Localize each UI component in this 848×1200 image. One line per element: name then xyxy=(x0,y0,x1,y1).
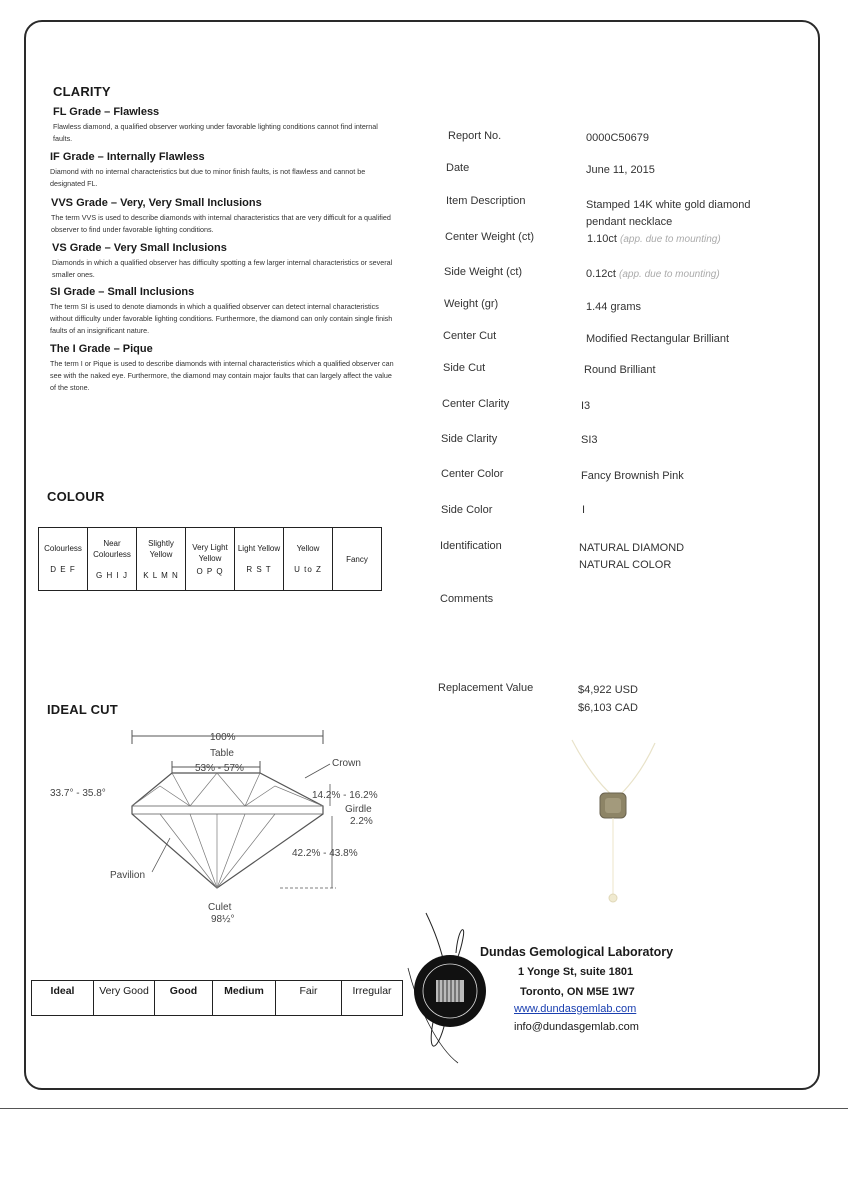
report-label: Item Description xyxy=(446,195,526,207)
colour-cell xyxy=(39,528,88,591)
colour-cell-name: Colourless xyxy=(44,544,82,553)
lab-website-link[interactable]: www.dundasgemlab.com xyxy=(514,1003,637,1015)
colour-cell xyxy=(186,528,235,591)
clarity-grade-fl xyxy=(53,106,398,145)
diamond-proportions-diagram xyxy=(40,726,410,932)
report-label: Center Cut xyxy=(443,330,497,342)
report-note: (app. due to mounting) xyxy=(619,269,720,280)
diagram-table-100-label: 100% xyxy=(210,732,236,743)
colour-cell-name: Light Yellow xyxy=(237,544,281,553)
colour-cell-grades: D E F xyxy=(50,565,76,574)
clarity-title: CLARITY xyxy=(53,84,111,99)
colour-cell-grades: U to Z xyxy=(294,565,322,574)
report-value: 1.44 grams xyxy=(586,301,642,313)
colour-cell xyxy=(137,528,186,591)
report-label: Center Clarity xyxy=(442,398,510,410)
clarity-grade-i xyxy=(50,343,395,394)
report-value-secondary: NATURAL COLOR xyxy=(579,559,672,571)
clarity-grade-title: The I Grade – Pique xyxy=(50,343,153,355)
report-label: Center Color xyxy=(441,468,504,480)
clarity-grade-desc: Diamond with no internal characteristics but due to minor finish faults, is not flawless and cannot be designated FL. xyxy=(50,167,366,188)
report-label: Side Color xyxy=(441,504,493,516)
lab-seal xyxy=(398,908,508,1068)
diagram-culet-label: Culet xyxy=(208,902,232,913)
report-label: Identification xyxy=(440,540,502,552)
clarity-grade-title: IF Grade – Internally Flawless xyxy=(50,151,205,163)
diagram-crown-height: 14.2% - 16.2% xyxy=(312,790,378,801)
lab-name: Dundas Gemological Laboratory xyxy=(480,945,674,959)
diagram-girdle-pct: 2.2% xyxy=(350,816,373,827)
colour-cell-name: Yellow xyxy=(296,544,320,553)
report-label: Weight (gr) xyxy=(444,298,499,310)
diagram-pavilion-depth: 42.2% - 43.8% xyxy=(292,848,358,859)
clarity-grade-desc: Flawless diamond, a qualified observer working under favorable lighting conditions cannot find internal faults. xyxy=(53,122,378,143)
clarity-grade-title: SI Grade – Small Inclusions xyxy=(50,286,195,298)
report-value: SI3 xyxy=(581,434,598,446)
report-label: Comments xyxy=(440,593,494,605)
report-value-group xyxy=(586,268,720,280)
ideal-cut-title: IDEAL CUT xyxy=(47,702,118,717)
cut-grade-cell: Very Good xyxy=(94,981,155,1016)
diagram-girdle-label: Girdle xyxy=(345,804,372,815)
report-label: Side Weight (ct) xyxy=(444,266,523,278)
report-value: Stamped 14K white gold diamond pendant necklace xyxy=(586,199,751,228)
diagram-crown-angle: 33.7° - 35.8° xyxy=(50,788,106,799)
colour-cell-name: Near Colourless xyxy=(93,538,131,559)
replacement-cad: $6,103 CAD xyxy=(578,702,638,714)
report-value: 0.12ct xyxy=(586,268,616,280)
lab-address-line1: 1 Yonge St, suite 1801 xyxy=(518,966,634,978)
report-value: 0000C50679 xyxy=(586,132,650,144)
diagram-table-label: Table xyxy=(210,748,234,759)
lab-address-line2: Toronto, ON M5E 1W7 xyxy=(520,986,635,998)
report-value: 1.10ct xyxy=(587,233,617,245)
clarity-grade-desc: The term I or Pique is used to describe diamonds with internal characteristics which a qualified observer can see with the naked eye. Furthermore, the diamond may contain major faults that can largely affect the value of the stone. xyxy=(50,359,394,392)
cut-grade-table xyxy=(31,980,403,1016)
clarity-grade-title: VVS Grade – Very, Very Small Inclusions xyxy=(51,197,262,209)
colour-cell-name: Fancy xyxy=(346,554,368,564)
report-label: Side Clarity xyxy=(441,433,498,445)
report-label: Center Weight (ct) xyxy=(445,231,535,243)
colour-cell xyxy=(284,528,333,591)
report-value: I3 xyxy=(581,400,591,412)
report-label: Report No. xyxy=(448,130,502,142)
colour-cell xyxy=(88,528,137,591)
item-photo xyxy=(560,735,670,910)
clarity-grade-desc: Diamonds in which a qualified observer has difficulty spotting a few larger internal characteristics or several smaller ones. xyxy=(52,258,393,279)
cut-grade-cell: Irregular xyxy=(342,981,403,1016)
cut-grade-cell: Medium xyxy=(213,981,276,1016)
report-label: Date xyxy=(446,162,470,174)
cut-grade-cell: Good xyxy=(155,981,213,1016)
lab-email[interactable]: info@dundasgemlab.com xyxy=(514,1021,639,1033)
clarity-grade-title: FL Grade – Flawless xyxy=(53,106,160,118)
clarity-grade-title: VS Grade – Very Small Inclusions xyxy=(52,242,227,254)
colour-cell-name: Slightly Yellow xyxy=(148,538,174,559)
colour-cell-grades: O P Q xyxy=(196,566,224,576)
clarity-grade-desc: The term VVS is used to describe diamonds with internal characteristics that are very difficult for a qualified observer to find under favorable lighting conditions. xyxy=(51,213,391,234)
report-note: (app. due to mounting) xyxy=(620,234,721,245)
report-label: Side Cut xyxy=(443,362,486,374)
report-value-group xyxy=(587,233,721,245)
colour-cell-name: Very Light Yellow xyxy=(192,542,228,563)
report-value: June 11, 2015 xyxy=(586,164,655,176)
replacement-usd: $4,922 USD xyxy=(578,684,638,696)
clarity-grade-desc: The term SI is used to denote diamonds in which a qualified observer can detect internal characteristics without difficulty under favorable lighting conditions. Furthermore, the diamond can only contain single finish faults of an insignificant nature. xyxy=(50,302,393,335)
colour-title: COLOUR xyxy=(47,489,105,504)
colour-cell xyxy=(333,528,382,591)
clarity-grade-if xyxy=(50,151,395,190)
cut-grade-cell: Fair xyxy=(276,981,342,1016)
diagram-table-range: 53% - 57% xyxy=(195,763,244,774)
report-value: Fancy Brownish Pink xyxy=(581,470,684,482)
colour-cell xyxy=(235,528,284,591)
cut-grade-cell: Ideal xyxy=(32,981,94,1016)
colour-cell-grades: G H I J xyxy=(96,570,128,580)
clarity-grade-vs xyxy=(52,242,397,281)
report-value: I xyxy=(582,504,586,516)
colour-cell-grades: R S T xyxy=(246,565,272,574)
report-value: Modified Rectangular Brilliant xyxy=(586,333,730,345)
clarity-grade-si xyxy=(50,286,395,337)
colour-scale-table xyxy=(38,527,382,591)
report-value: NATURAL DIAMOND xyxy=(579,542,685,554)
diagram-crown-label: Crown xyxy=(332,758,361,769)
colour-cell-grades: K L M N xyxy=(143,570,179,580)
replacement-value-label: Replacement Value xyxy=(438,682,534,694)
clarity-grade-vvs xyxy=(51,197,396,236)
report-value: Round Brilliant xyxy=(584,364,656,376)
page-bottom-rule xyxy=(0,1108,848,1109)
diagram-culet-angle: 98½° xyxy=(211,914,235,925)
diagram-pavilion-label: Pavilion xyxy=(110,870,146,881)
